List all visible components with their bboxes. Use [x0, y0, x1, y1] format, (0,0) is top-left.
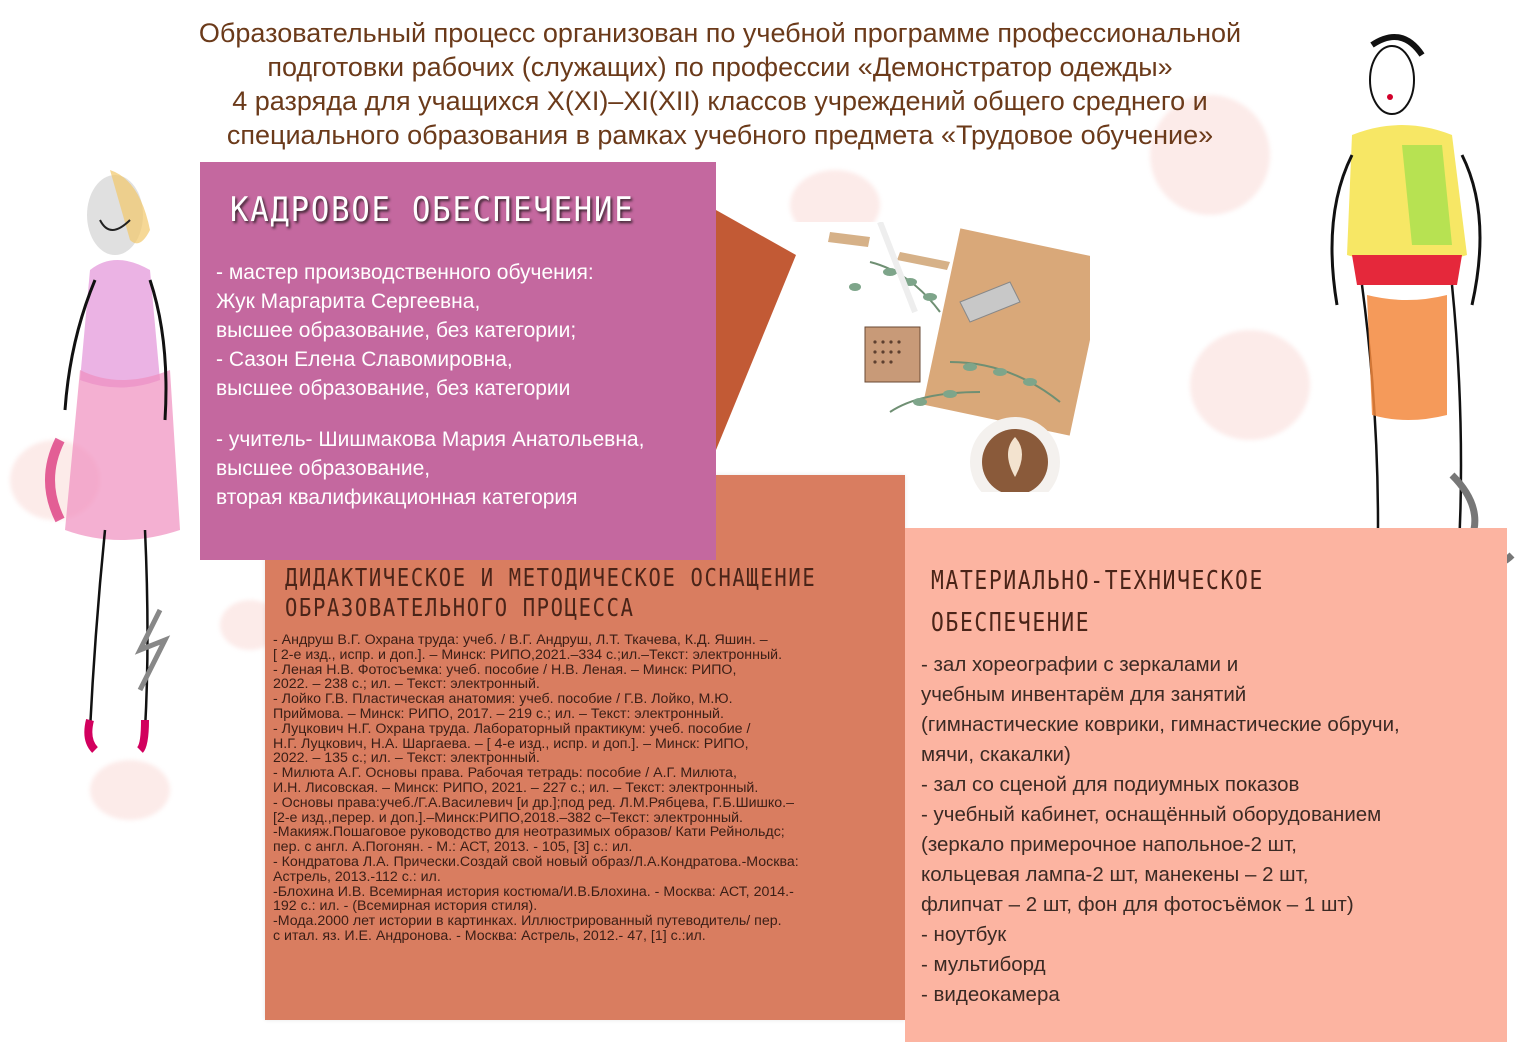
heading-line: Образовательный процесс организован по учебной программе профессиональной: [198, 18, 1242, 48]
staff-spacer: [216, 403, 700, 425]
fashion-sketch-left: [20, 160, 210, 780]
flatlay-photo: [770, 222, 1090, 492]
didactic-line: Астрель, 2013.-112 с.: ил.: [273, 868, 441, 885]
material-line: - учебный кабинет, оснащённый оборудованием: [921, 803, 1382, 826]
staff-line: - Сазон Елена Славомировна,: [216, 348, 513, 371]
didactic-title: [285, 563, 817, 623]
material-line: флипчат – 2 шт, фон для фотосъёмок – 1 шт): [921, 893, 1354, 916]
staff-line: - учитель- Шишмакова Мария Анатольевна,: [216, 428, 645, 451]
staff-line: высшее образование,: [216, 457, 431, 480]
didactic-line: пер. с англ. А.Погонян. - М.: АСТ, 2013. - 105, [3] с.: ил.: [273, 839, 633, 856]
material-panel: [905, 528, 1507, 1042]
staff-line: вторая квалификационная категория: [216, 486, 578, 509]
didactic-line: -Макияж.Пошаговое руководство для неотразимых образов/ Кати Рейнольдс;: [273, 824, 785, 841]
didactic-line: - Андруш В.Г. Охрана труда: учеб. / В.Г. Андруш, Л.Т. Ткачева, К.Д. Яшин. –: [273, 632, 768, 648]
didactic-line: [ 2-е изд., испр. и доп.]. – Минск: РИПО,2021.–334 с.;ил.–Текст: электронный.: [273, 646, 783, 663]
staff-list: [216, 258, 700, 512]
page-heading: [120, 16, 1320, 152]
didactic-line: 2022. – 135 с.; ил. – Текст: электронный.: [273, 750, 540, 767]
material-title-line: МАТЕРИАЛЬНО-ТЕХНИЧЕСКОЕ: [931, 566, 1264, 596]
staff-line: - мастер производственного обучения:: [216, 261, 594, 284]
didactic-line: - Леная Н.В. Фотосъемка: учеб. пособие / Н.В. Леная. – Минск: РИПО,: [273, 661, 737, 678]
material-line: - мультиборд: [921, 953, 1046, 976]
didactic-line: - Кондратова Л.А. Прически.Создай свой новый образ/Л.А.Кондратова.-Москва:: [273, 853, 799, 870]
material-line: - ноутбук: [921, 923, 1007, 946]
didactic-line: И.Н. Лисовская. – Минск: РИПО, 2021. – 227 с.; ил. – Текст: электронный.: [273, 779, 759, 796]
didactic-line: -Мода.2000 лет истории в картинках. Иллюстрированный путеводитель/ пер.: [273, 913, 782, 930]
material-line: учебным инвентарём для занятий: [921, 683, 1247, 706]
didactic-line: Приймова. – Минск: РИПО, 2017. – 219 с.; ил. – Текст: электронный.: [273, 705, 724, 722]
didactic-line: [2-е изд.,перер. и доп.].–Минск:РИПО,2018.–382 с–Текст: электронный.: [273, 809, 743, 826]
didactic-line: 2022. – 238 с.; ил. – Текст: электронный.: [273, 676, 540, 693]
watercolor-blob: [1190, 330, 1310, 440]
didactic-line: -Блохина И.В. Всемирная история костюма/И.В.Блохина. - Москва: АСТ, 2014.-: [273, 883, 794, 900]
didactic-line: - Лойко Г.В. Пластическая анатомия: учеб. пособие / Г.В. Лойко, М.Ю.: [273, 691, 733, 708]
didactic-title-line: ОБРАЗОВАТЕЛЬНОГО ПРОЦЕССА: [285, 593, 635, 622]
material-line: - зал со сценой для подиумных показов: [921, 773, 1300, 796]
didactic-line: - Милюта А.Г. Основы права. Рабочая тетрадь: пособие / А.Г. Милюта,: [273, 765, 737, 782]
didactic-line: - Основы права:учеб./Г.А.Василевич [и др.];под ред. Л.М.Рябцева, Г.Б.Шишко.–: [273, 794, 795, 811]
material-line: (гимнастические коврики, гимнастические обручи,: [921, 713, 1400, 736]
staff-line: высшее образование, без категории;: [216, 319, 577, 342]
didactic-list: [273, 633, 897, 944]
didactic-line: - Луцкович Н.Г. Охрана труда. Лабораторный практикум: учеб. пособие /: [273, 720, 751, 737]
heading-line: подготовки рабочих (служащих) по профессии «Демонстратор одежды»: [267, 52, 1173, 82]
heading-line: 4 разряда для учащихся X(XI)–XI(XII) классов учреждений общего среднего и: [232, 86, 1208, 116]
didactic-title-line: ДИДАКТИЧЕСКОЕ И МЕТОДИЧЕСКОЕ ОСНАЩЕНИЕ: [285, 563, 817, 592]
material-list: [921, 650, 1499, 1010]
heading-line: специального образования в рамках учебного предмета «Трудовое обучение»: [226, 120, 1214, 150]
material-line: мячи, скакалки): [921, 743, 1071, 766]
staff-panel: [200, 162, 716, 560]
accent-triangle: [716, 210, 796, 450]
material-title-line: ОБЕСПЕЧЕНИЕ: [931, 608, 1091, 638]
material-line: - видеокамера: [921, 983, 1060, 1006]
material-line: (зеркало примерочное напольное-2 шт,: [921, 833, 1297, 856]
didactic-line: 192 с.: ил. - (Всемирная история стиля).: [273, 898, 538, 915]
didactic-line: Н.Г. Луцкович, Н.А. Шаргаева. – [ 4-е изд., испр. и доп.]. – Минск: РИПО,: [273, 735, 749, 752]
staff-line: Жук Маргарита Сергеевна,: [216, 290, 481, 313]
didactic-line: с итал. яз. И.Е. Андронова. - Москва: Астрель, 2012.- 47, [1] с.:ил.: [273, 927, 706, 944]
staff-line: высшее образование, без категории: [216, 377, 571, 400]
flatlay-illustration: [770, 222, 1090, 492]
material-line: кольцевая лампа-2 шт, манекены – 2 шт,: [921, 863, 1309, 886]
staff-title: КАДРОВОЕ ОБЕСПЕЧЕНИЕ: [230, 190, 635, 230]
material-title: [931, 560, 1397, 644]
material-line: - зал хореографии с зеркалами и: [921, 653, 1239, 676]
